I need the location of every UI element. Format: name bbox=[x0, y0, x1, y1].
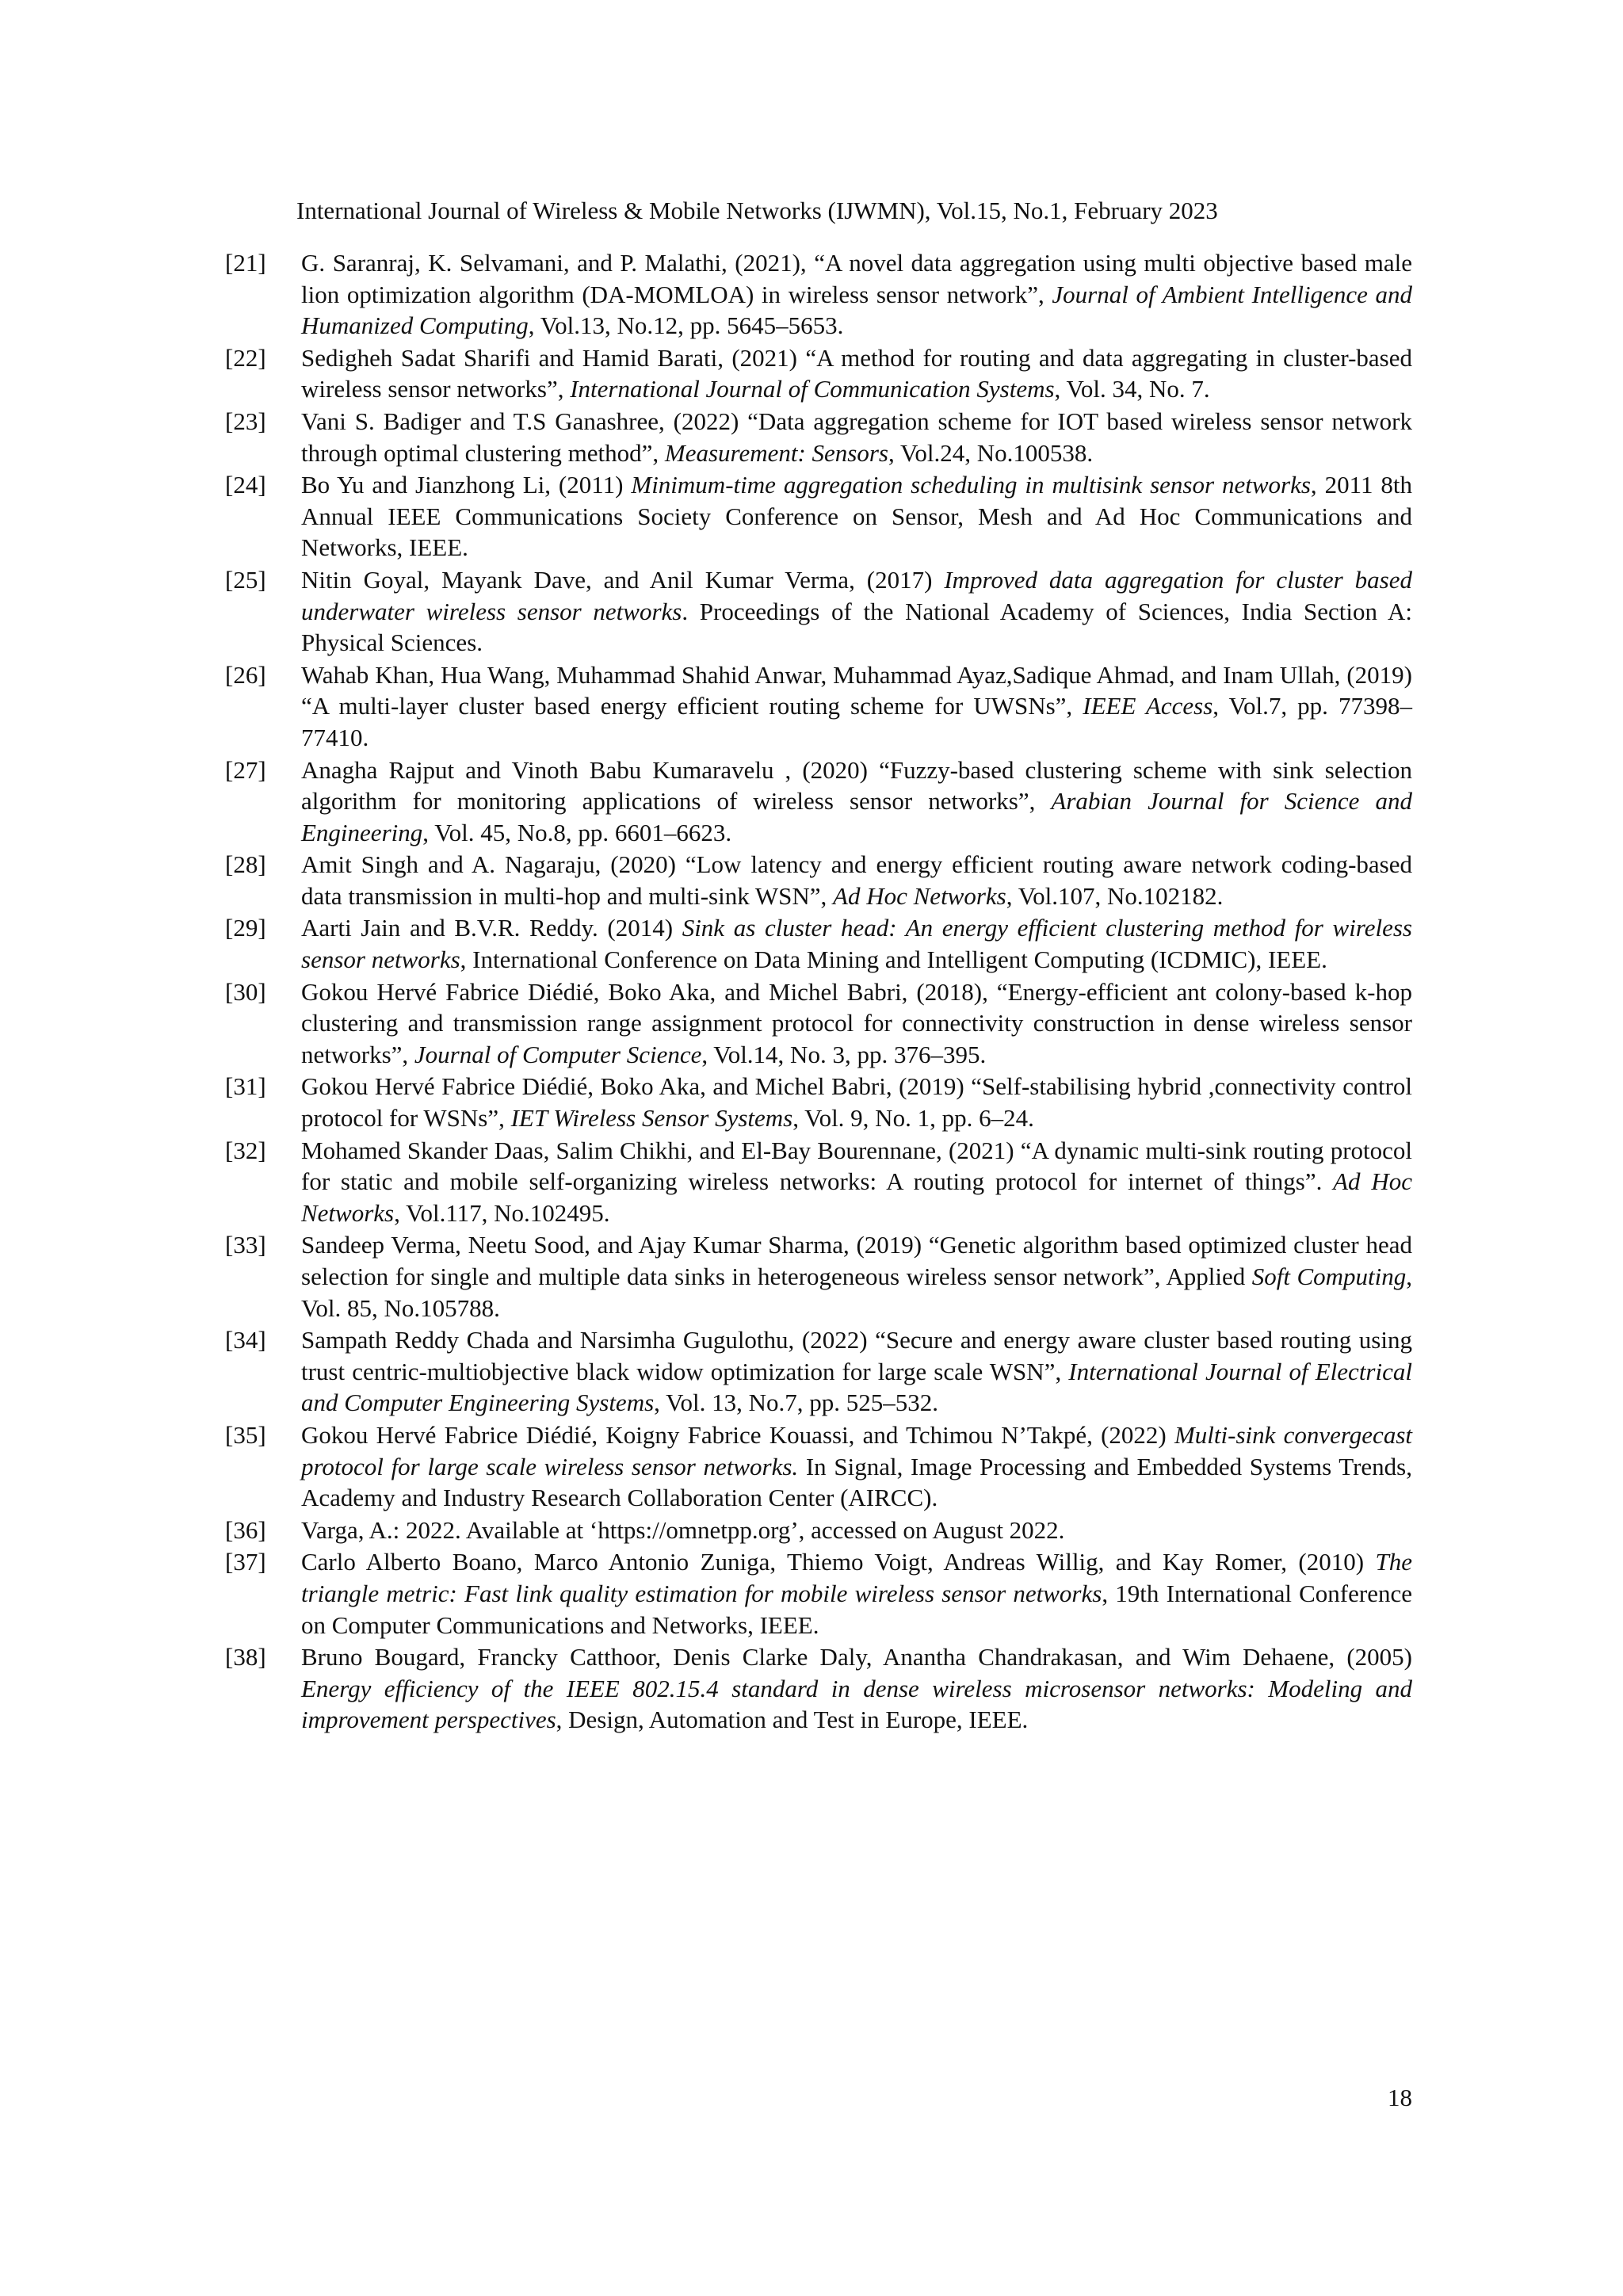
reference-text bbox=[301, 1071, 1412, 1133]
reference-number: [26] bbox=[225, 660, 266, 689]
reference-number: [33] bbox=[225, 1231, 266, 1259]
reference-text-segment: , Vol. 13, No.7, pp. 525–532. bbox=[654, 1389, 938, 1417]
reference-title-italic: Soft Computing bbox=[1251, 1263, 1407, 1290]
reference-number: [25] bbox=[225, 565, 266, 594]
reference-text-segment: , Vol. 9, No. 1, pp. 6–24. bbox=[792, 1104, 1034, 1133]
reference-title-italic: Ad Hoc Networks bbox=[833, 881, 1006, 910]
reference-text bbox=[301, 1641, 1412, 1736]
reference-text-segment: Varga, A.: 2022. Available at ‘https://omnetpp.org’, accessed on August 2022. bbox=[301, 1515, 1065, 1544]
reference-number: [35] bbox=[225, 1420, 266, 1449]
journal-header: International Journal of Wireless & Mobile Networks (IJWMN), Vol.15, No.1, February 2023 bbox=[296, 197, 1218, 224]
reference-text-segment: , Vol. 85, No.105788. bbox=[301, 1263, 1412, 1322]
reference-number: [30] bbox=[225, 977, 266, 1006]
page-number: 18 bbox=[1388, 2084, 1412, 2111]
reference-title-italic: Multi-sink convergecast protocol for large scale wireless sensor networks. bbox=[301, 1420, 1412, 1480]
reference-text bbox=[301, 1324, 1412, 1419]
reference-item bbox=[225, 469, 1412, 563]
reference-text-segment: , Vol.14, No. 3, pp. 376–395. bbox=[701, 1040, 987, 1068]
reference-item bbox=[225, 406, 1412, 468]
reference-text-segment: G. Saranraj, K. Selvamani, and P. Malathi, (2021), “A novel data aggregation using multi objective based male lion optimization algorithm (DA-MOMLOA) in wireless sensor network”, bbox=[301, 249, 1412, 308]
reference-text bbox=[301, 247, 1412, 342]
reference-text-segment: Sedigheh Sadat Sharifi and Hamid Barati, (2021) “A method for routing and data aggregating in cluster-based wireless sensor networks”, bbox=[301, 343, 1412, 403]
reference-text-segment: Mohamed Skander Daas, Salim Chikhi, and El-Bay Bourennane, (2021) “A dynamic multi-sink routing protocol for static and mobile self-organizing wireless networks: A routing protocol for internet of things”. bbox=[301, 1136, 1412, 1196]
reference-item bbox=[225, 976, 1412, 1071]
reference-text-segment: , Vol.107, No.102182. bbox=[1006, 881, 1224, 910]
reference-text-segment: , Vol. 45, No.8, pp. 6601–6623. bbox=[422, 818, 732, 846]
reference-text-segment: , 19th International Conference on Computer Communications and Networks, IEEE. bbox=[301, 1579, 1412, 1639]
reference-text bbox=[301, 1229, 1412, 1324]
reference-item bbox=[225, 849, 1412, 911]
reference-text bbox=[301, 469, 1412, 563]
reference-text-segment: Sampath Reddy Chada and Narsimha Gugulothu, (2022) “Secure and energy aware cluster based routing using trust centric-multiobjective black widow optimization for large scale WSN”, bbox=[301, 1326, 1412, 1385]
reference-title-italic: Improved data aggregation for cluster based underwater wireless sensor networks bbox=[301, 565, 1412, 625]
reference-text bbox=[301, 659, 1412, 754]
reference-number: [22] bbox=[225, 343, 266, 372]
reference-title-italic: Sink as cluster head: An energy efficient clustering method for wireless sensor networks bbox=[301, 914, 1412, 974]
reference-number: [29] bbox=[225, 914, 266, 942]
reference-text-segment: Gokou Hervé Fabrice Diédié, Boko Aka, and Michel Babri, (2018), “Energy-efficient ant colony-based k-hop clustering and transmission range assignment protocol for connectivity construction in dense wireless sensor networks”, bbox=[301, 977, 1412, 1068]
reference-text-segment: , 2011 8th Annual IEEE Communications Society Conference on Sensor, Mesh and Ad Hoc Communications and Networks, IEEE. bbox=[301, 471, 1412, 562]
reference-item bbox=[225, 1515, 1412, 1546]
reference-item bbox=[225, 247, 1412, 342]
reference-title-italic: Measurement: Sensors bbox=[664, 438, 888, 467]
reference-text-segment: Vani S. Badiger and T.S Ganashree, (2022) “Data aggregation scheme for IOT based wireless sensor network through optimal clustering method”, bbox=[301, 407, 1412, 467]
reference-item bbox=[225, 1135, 1412, 1229]
reference-title-italic: Energy efficiency of the IEEE 802.15.4 standard in dense wireless microsensor networks: Modeling and improvement perspectives bbox=[301, 1674, 1412, 1734]
reference-text-segment: Amit Singh and A. Nagaraju, (2020) “Low latency and energy efficient routing aware network coding-based data transmission in multi-hop and multi-sink WSN”, bbox=[301, 850, 1412, 910]
reference-text bbox=[301, 564, 1412, 659]
reference-item bbox=[225, 1419, 1412, 1514]
reference-text-segment: , Vol.24, No.100538. bbox=[888, 438, 1094, 467]
reference-text bbox=[301, 1546, 1412, 1641]
reference-number: [37] bbox=[225, 1548, 266, 1576]
reference-text-segment: Bo Yu and Jianzhong Li, (2011) bbox=[301, 471, 632, 499]
reference-item bbox=[225, 755, 1412, 849]
reference-title-italic: International Journal of Electrical and Computer Engineering Systems bbox=[301, 1357, 1412, 1417]
reference-text bbox=[301, 755, 1412, 849]
reference-text-segment: . Proceedings of the National Academy of Sciences, India Section A: Physical Sciences. bbox=[301, 597, 1412, 657]
reference-text-segment: Bruno Bougard, Francky Catthoor, Denis Clarke Daly, Anantha Chandrakasan, and Wim Dehaene, (2005) bbox=[301, 1643, 1412, 1671]
reference-item bbox=[225, 1641, 1412, 1736]
reference-number: [36] bbox=[225, 1515, 266, 1544]
reference-text-segment: , Vol. 34, No. 7. bbox=[1054, 375, 1210, 403]
reference-number: [27] bbox=[225, 755, 266, 784]
reference-number: [34] bbox=[225, 1326, 266, 1354]
reference-text-segment: , Vol.7, pp. 77398–77410. bbox=[301, 692, 1412, 751]
reference-item bbox=[225, 1071, 1412, 1133]
reference-title-italic: Journal of Computer Science bbox=[414, 1040, 702, 1068]
reference-text-segment: Carlo Alberto Boano, Marco Antonio Zuniga, Thiemo Voigt, Andreas Willig, and Kay Romer, (2010) bbox=[301, 1548, 1376, 1576]
reference-title-italic: IEEE Access bbox=[1083, 692, 1213, 720]
reference-text bbox=[301, 1135, 1412, 1229]
reference-text-segment: , Vol.117, No.102495. bbox=[394, 1198, 610, 1227]
reference-title-italic: IET Wireless Sensor Systems bbox=[510, 1104, 793, 1133]
reference-text-segment: Anagha Rajput and Vinoth Babu Kumaravelu , (2020) “Fuzzy-based clustering scheme with sink selection algorithm for monitoring applications of wireless sensor networks”, bbox=[301, 755, 1412, 816]
reference-item bbox=[225, 342, 1412, 405]
reference-title-italic: Arabian Journal for Science and Engineering bbox=[301, 787, 1412, 846]
reference-text-segment: Gokou Hervé Fabrice Diédié, Boko Aka, and Michel Babri, (2019) “Self-stabilising hybrid ,connectivity control protocol for WSNs”, bbox=[301, 1072, 1412, 1133]
reference-text-segment: , Vol.13, No.12, pp. 5645–5653. bbox=[528, 311, 844, 340]
reference-item bbox=[225, 659, 1412, 754]
reference-item bbox=[225, 1324, 1412, 1419]
reference-text-segment: , International Conference on Data Mining and Intelligent Computing (ICDMIC), IEEE. bbox=[460, 946, 1327, 974]
reference-text-segment: Wahab Khan, Hua Wang, Muhammad Shahid Anwar, Muhammad Ayaz,Sadique Ahmad, and Inam Ullah, (2019) “A multi-layer cluster based energy efficient routing scheme for UWSNs”, bbox=[301, 660, 1412, 720]
reference-number: [32] bbox=[225, 1136, 266, 1164]
reference-text-segment: In Signal, Image Processing and Embedded Systems Trends, Academy and Industry Research Collaboration Center (AIRCC). bbox=[301, 1452, 1412, 1512]
reference-text-segment: Sandeep Verma, Neetu Sood, and Ajay Kumar Sharma, (2019) “Genetic algorithm based optimized cluster head selection for single and multiple data sinks in heterogeneous wireless sensor network”, Applied bbox=[301, 1231, 1412, 1290]
reference-text-segment: , Design, Automation and Test in Europe, IEEE. bbox=[556, 1706, 1029, 1734]
reference-title-italic: Ad Hoc Networks bbox=[301, 1167, 1412, 1227]
reference-text-segment: Gokou Hervé Fabrice Diédié, Koigny Fabrice Kouassi, and Tchimou N’Takpé, (2022) bbox=[301, 1420, 1174, 1449]
reference-title-italic: Journal of Ambient Intelligence and Humanized Computing bbox=[301, 280, 1413, 340]
reference-number: [38] bbox=[225, 1643, 266, 1671]
reference-text bbox=[301, 849, 1412, 911]
reference-item bbox=[225, 912, 1412, 975]
reference-item bbox=[225, 1229, 1412, 1324]
reference-number: [23] bbox=[225, 407, 266, 435]
reference-text bbox=[301, 406, 1412, 468]
reference-number: [28] bbox=[225, 850, 266, 879]
reference-text-segment: Nitin Goyal, Mayank Dave, and Anil Kumar Verma, (2017) bbox=[301, 565, 945, 594]
reference-title-italic: International Journal of Communication Systems bbox=[570, 375, 1055, 403]
reference-item bbox=[225, 1546, 1412, 1641]
reference-text bbox=[301, 342, 1412, 405]
reference-text-segment: Aarti Jain and B.V.R. Reddy. (2014) bbox=[301, 914, 682, 942]
reference-item bbox=[225, 564, 1412, 659]
reference-number: [21] bbox=[225, 249, 266, 277]
reference-title-italic: Minimum-time aggregation scheduling in multisink sensor networks bbox=[631, 471, 1311, 499]
reference-number: [24] bbox=[225, 471, 266, 499]
reference-text bbox=[301, 1419, 1412, 1514]
reference-text bbox=[301, 912, 1412, 975]
reference-text bbox=[301, 1515, 1412, 1546]
reference-list bbox=[225, 247, 1412, 1736]
reference-title-italic: The triangle metric: Fast link quality estimation for mobile wireless sensor networks bbox=[301, 1548, 1412, 1607]
reference-number: [31] bbox=[225, 1072, 266, 1101]
reference-text bbox=[301, 976, 1412, 1071]
